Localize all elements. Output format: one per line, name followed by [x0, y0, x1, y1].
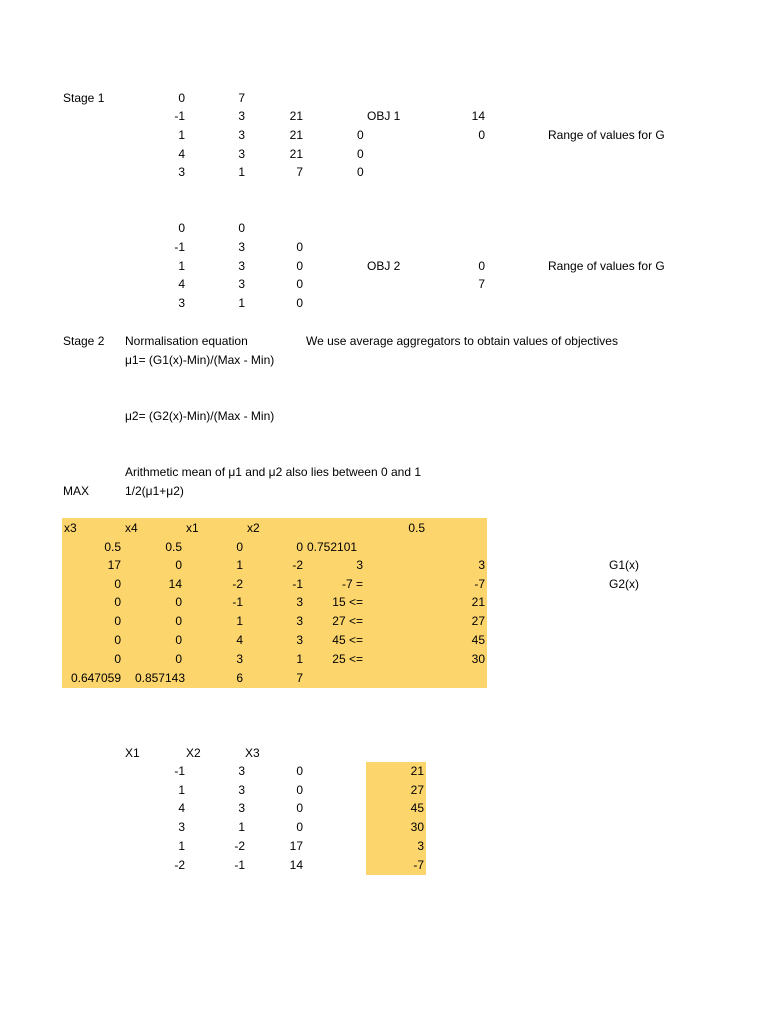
solver-footer: 0.647059	[70, 671, 121, 685]
s1b2-cell: 0	[296, 240, 303, 254]
solver-weight: 0	[236, 540, 243, 554]
solver-cell: 0	[114, 595, 121, 609]
s1b2-cell: 3	[238, 277, 245, 291]
range-label: Range of values for G	[548, 128, 665, 142]
solver-footer: 7	[296, 671, 303, 685]
solver-lhs: -7 =	[341, 577, 363, 591]
s1b1-cell: 7	[296, 165, 303, 179]
s1b1-cell: 4	[178, 147, 185, 161]
solver-rhs: 27	[471, 614, 485, 628]
results-cell: 14	[289, 858, 303, 872]
solver-cell: 0	[114, 652, 121, 666]
results-value: 21	[410, 764, 424, 778]
solver-cell: 3	[296, 595, 303, 609]
solver-header: x2	[247, 521, 260, 535]
solver-rhs: 45	[471, 633, 485, 647]
s1b1-obj-col: 0	[357, 128, 364, 142]
mean-note: Arithmetic mean of μ1 and μ2 also lies between 0 and 1	[125, 465, 421, 479]
solver-cell: 1	[236, 614, 243, 628]
solver-header: x3	[64, 521, 77, 535]
solver-objective-value: 0.752101	[307, 540, 358, 554]
s1b1-cell: 21	[289, 128, 303, 142]
s1b1-cell: 1	[178, 128, 185, 142]
solver-cell: 0	[175, 558, 182, 572]
solver-cell: -1	[292, 577, 303, 591]
solver-cell: 14	[168, 577, 182, 591]
normalisation-label: Normalisation equation	[125, 334, 248, 348]
solver-rhs: -7	[474, 577, 485, 591]
s1b1-cell: 7	[238, 91, 245, 105]
results-cell: 3	[238, 764, 245, 778]
results-cell: 3	[238, 801, 245, 815]
results-cell: -2	[174, 858, 185, 872]
s1b2-cell: 0	[238, 221, 245, 235]
s1b1-cell: -1	[174, 109, 185, 123]
solver-cell: 0	[114, 614, 121, 628]
solver-header: x1	[186, 521, 199, 535]
solver-rhs: 30	[471, 652, 485, 666]
solver-cell: 1	[236, 558, 243, 572]
s1b1-cell: 3	[178, 165, 185, 179]
obj1-value: 14	[471, 109, 485, 123]
s1b2-cell: 4	[178, 277, 185, 291]
obj2-label: OBJ 2	[367, 259, 401, 273]
solver-cell: 0	[114, 633, 121, 647]
solver-cell: 0	[114, 577, 121, 591]
solver-cell: 17	[107, 558, 121, 572]
s1b2-cell: 0	[296, 259, 303, 273]
solver-cell: -2	[232, 577, 243, 591]
s1b1-cell: 3	[238, 128, 245, 142]
max-label: MAX	[63, 484, 90, 498]
results-cell: -1	[174, 764, 185, 778]
solver-rhs: 21	[471, 595, 485, 609]
obj2-value: 7	[478, 277, 485, 291]
solver-header-value: 0.5	[408, 521, 425, 535]
results-cell: 3	[238, 783, 245, 797]
aggregator-note: We use average aggregators to obtain values of objectives	[306, 334, 618, 348]
results-cell: 0	[296, 801, 303, 815]
stage1-label: Stage 1	[63, 91, 105, 105]
results-value: 3	[417, 839, 424, 853]
s1b1-cell: 21	[289, 147, 303, 161]
s1b2-cell: 1	[238, 296, 245, 310]
s1b1-cell: 0	[178, 91, 185, 105]
s1b2-cell: 1	[178, 259, 185, 273]
solver-weight: 0.5	[104, 540, 121, 554]
results-cell: 1	[238, 820, 245, 834]
s1b2-cell: 3	[178, 296, 185, 310]
obj1-value: 0	[478, 128, 485, 142]
g1-label: G1(x)	[609, 558, 639, 572]
obj2-value: 0	[478, 259, 485, 273]
solver-cell: 0	[175, 633, 182, 647]
results-cell: 0	[296, 764, 303, 778]
solver-cell: 1	[296, 652, 303, 666]
results-header: X3	[245, 746, 260, 760]
solver-lhs: 25 <=	[332, 652, 363, 666]
s1b2-cell: 0	[296, 277, 303, 291]
s1b2-cell: 3	[238, 259, 245, 273]
solver-rhs: 3	[478, 558, 485, 572]
mu2-equation: μ2= (G2(x)-Min)/(Max - Min)	[125, 409, 275, 423]
results-value: 27	[410, 783, 424, 797]
stage2-label: Stage 2	[63, 334, 105, 348]
results-value: 45	[410, 801, 424, 815]
range-label: Range of values for G	[548, 259, 665, 273]
solver-cell: 0	[175, 652, 182, 666]
s1b2-cell: 3	[238, 240, 245, 254]
results-cell: 1	[178, 783, 185, 797]
solver-cell: 4	[236, 633, 243, 647]
solver-footer: 6	[236, 671, 243, 685]
solver-weight: 0.5	[165, 540, 182, 554]
s1b2-cell: 0	[178, 221, 185, 235]
solver-cell: 3	[296, 614, 303, 628]
s1b1-cell: 21	[289, 109, 303, 123]
s1b1-cell: 1	[238, 165, 245, 179]
solver-cell: 0	[175, 614, 182, 628]
solver-cell: 3	[236, 652, 243, 666]
g2-label: G2(x)	[609, 577, 639, 591]
solver-lhs: 45 <=	[332, 633, 363, 647]
results-cell: 17	[289, 839, 303, 853]
results-cell: 3	[178, 820, 185, 834]
s1b1-cell: 3	[238, 109, 245, 123]
results-cell: 0	[296, 820, 303, 834]
s1b2-cell: -1	[174, 240, 185, 254]
results-header: X2	[186, 746, 201, 760]
mu1-equation: μ1= (G1(x)-Min)/(Max - Min)	[125, 353, 275, 367]
solver-footer: 0.857143	[134, 671, 185, 685]
solver-cell: -1	[232, 595, 243, 609]
results-value: 30	[410, 820, 424, 834]
solver-cell: 0	[175, 595, 182, 609]
max-formula: 1/2(μ1+μ2)	[125, 484, 184, 498]
solver-weight: 0	[296, 540, 303, 554]
results-cell: 0	[296, 783, 303, 797]
s1b1-obj-col: 0	[357, 147, 364, 161]
solver-header: x4	[125, 521, 138, 535]
solver-lhs: 15 <=	[332, 595, 363, 609]
results-value: -7	[413, 858, 424, 872]
results-cell: 1	[178, 839, 185, 853]
results-header: X1	[125, 746, 140, 760]
s1b1-obj-col: 0	[357, 165, 364, 179]
solver-lhs: 27 <=	[332, 614, 363, 628]
solver-lhs: 3	[356, 558, 363, 572]
results-cell: -2	[234, 839, 245, 853]
solver-cell: -2	[292, 558, 303, 572]
solver-cell: 3	[296, 633, 303, 647]
results-cell: -1	[234, 858, 245, 872]
s1b2-cell: 0	[296, 296, 303, 310]
results-cell: 4	[178, 801, 185, 815]
s1b1-cell: 3	[238, 147, 245, 161]
obj1-label: OBJ 1	[367, 109, 401, 123]
